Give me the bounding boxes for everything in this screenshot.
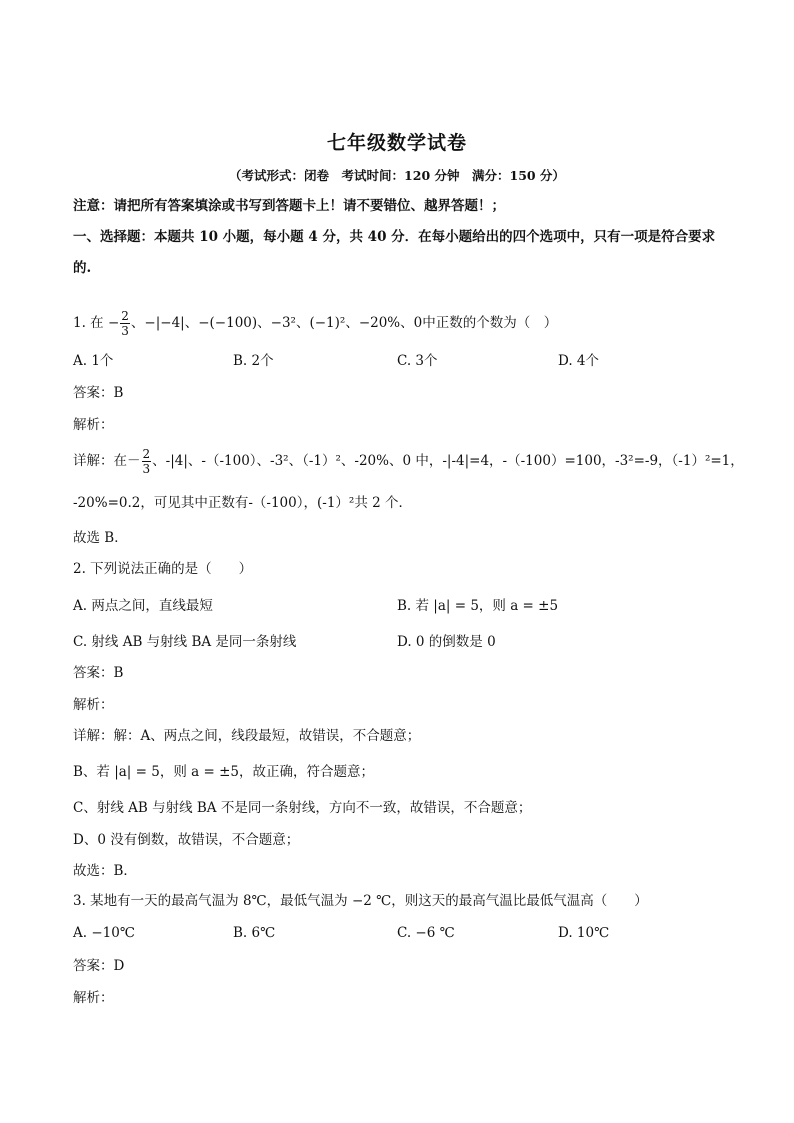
question-1-option-a: A. 1个 <box>73 353 114 369</box>
question-3-option-c: C. −6 ℃ <box>397 925 455 941</box>
question-1-option-c: C. 3个 <box>397 353 438 369</box>
question-2-option-d: D. 0 的倒数是 0 <box>397 634 496 650</box>
detail-prefix: 详解：在－ <box>73 453 141 469</box>
question-1-conclusion: 故选 B． <box>73 530 128 546</box>
question-1-answer: 答案：B <box>73 385 124 401</box>
question-3-option-b: B. 6℃ <box>233 925 276 941</box>
page-title: 七年级数学试卷 <box>326 132 467 154</box>
question-2-detail-4: D、0 没有倒数，故错误，不合题意； <box>73 832 300 848</box>
question-2-answer: 答案：B <box>73 665 124 681</box>
question-2-detail-1: 详解：解：A、两点之间，线段最短，故错误，不合题意； <box>73 728 421 744</box>
question-2-analysis-label: 解析： <box>73 697 114 713</box>
notice: 注意：请把所有答案填涂或书写到答题卡上！请不要错位、越界答题！； <box>73 198 505 214</box>
question-3-answer: 答案：D <box>73 958 125 974</box>
question-1-suffix: 中正数的个数为（ ） <box>422 315 558 331</box>
question-2-detail-2: B、若 |a| = 5，则 a = ±5，故正确，符合题意； <box>73 764 374 780</box>
exam-info: （考试形式：闭卷 考试时间：120 分钟 满分：150 分） <box>229 168 565 183</box>
question-3-option-a: A. −10℃ <box>73 925 135 941</box>
question-1-fraction-sign: − <box>107 314 120 331</box>
question-2-stem: 2. 下列说法正确的是（ ） <box>73 561 253 577</box>
question-3-analysis-label: 解析： <box>73 990 114 1006</box>
fraction-numerator: 2 <box>142 447 151 461</box>
question-1-items: 、−|−4|、−(−100)、−3²、(−1)²、−20%、0 <box>130 315 423 331</box>
question-1-fraction <box>120 310 130 337</box>
question-1-prefix: 1. 在 <box>73 315 104 331</box>
section-heading-line1: 一、选择题：本题共 10 小题，每小题 4 分，共 40 分．在每小题给出的四个选项中，只有一项是符合要求 <box>73 229 716 245</box>
question-1-detail <box>73 448 744 475</box>
section-heading-line2: 的. <box>73 260 92 276</box>
fraction-denominator: 3 <box>121 324 129 338</box>
detail-fraction <box>142 448 152 475</box>
question-1-stem <box>73 310 557 337</box>
question-2-detail-3: C、射线 AB 与射线 BA 不是同一条射线，方向不一致，故错误，不合题意； <box>73 800 532 816</box>
question-1-analysis-label: 解析： <box>73 417 114 433</box>
question-1-detail-line2: -20%=0.2，可见其中正数有-（-100），(-1）²共 2 个． <box>73 495 412 511</box>
question-2-option-b: B. 若 |a| = 5，则 a = ±5 <box>397 598 559 614</box>
question-3-stem: 3. 某地有一天的最高气温为 8℃，最低气温为 −2 ℃，则这天的最高气温比最低气温高（ ） <box>73 893 648 909</box>
fraction-denominator: 3 <box>142 462 151 476</box>
question-1-option-b: B. 2个 <box>233 353 274 369</box>
question-3-option-d: D. 10℃ <box>558 925 610 941</box>
detail-rest: 、-|4|、-（-100）、-3²、（-1）²、-20%、0 中，-|-4|=4，-（-100）=100，-3²=-9，（-1）²=1， <box>152 453 744 469</box>
question-2-conclusion: 故选：B． <box>73 863 137 879</box>
question-2-option-c: C. 射线 AB 与射线 BA 是同一条射线 <box>73 634 297 650</box>
question-1-option-d: D. 4个 <box>558 353 600 369</box>
question-2-option-a: A. 两点之间，直线最短 <box>73 598 213 614</box>
fraction-numerator: 2 <box>121 309 129 323</box>
